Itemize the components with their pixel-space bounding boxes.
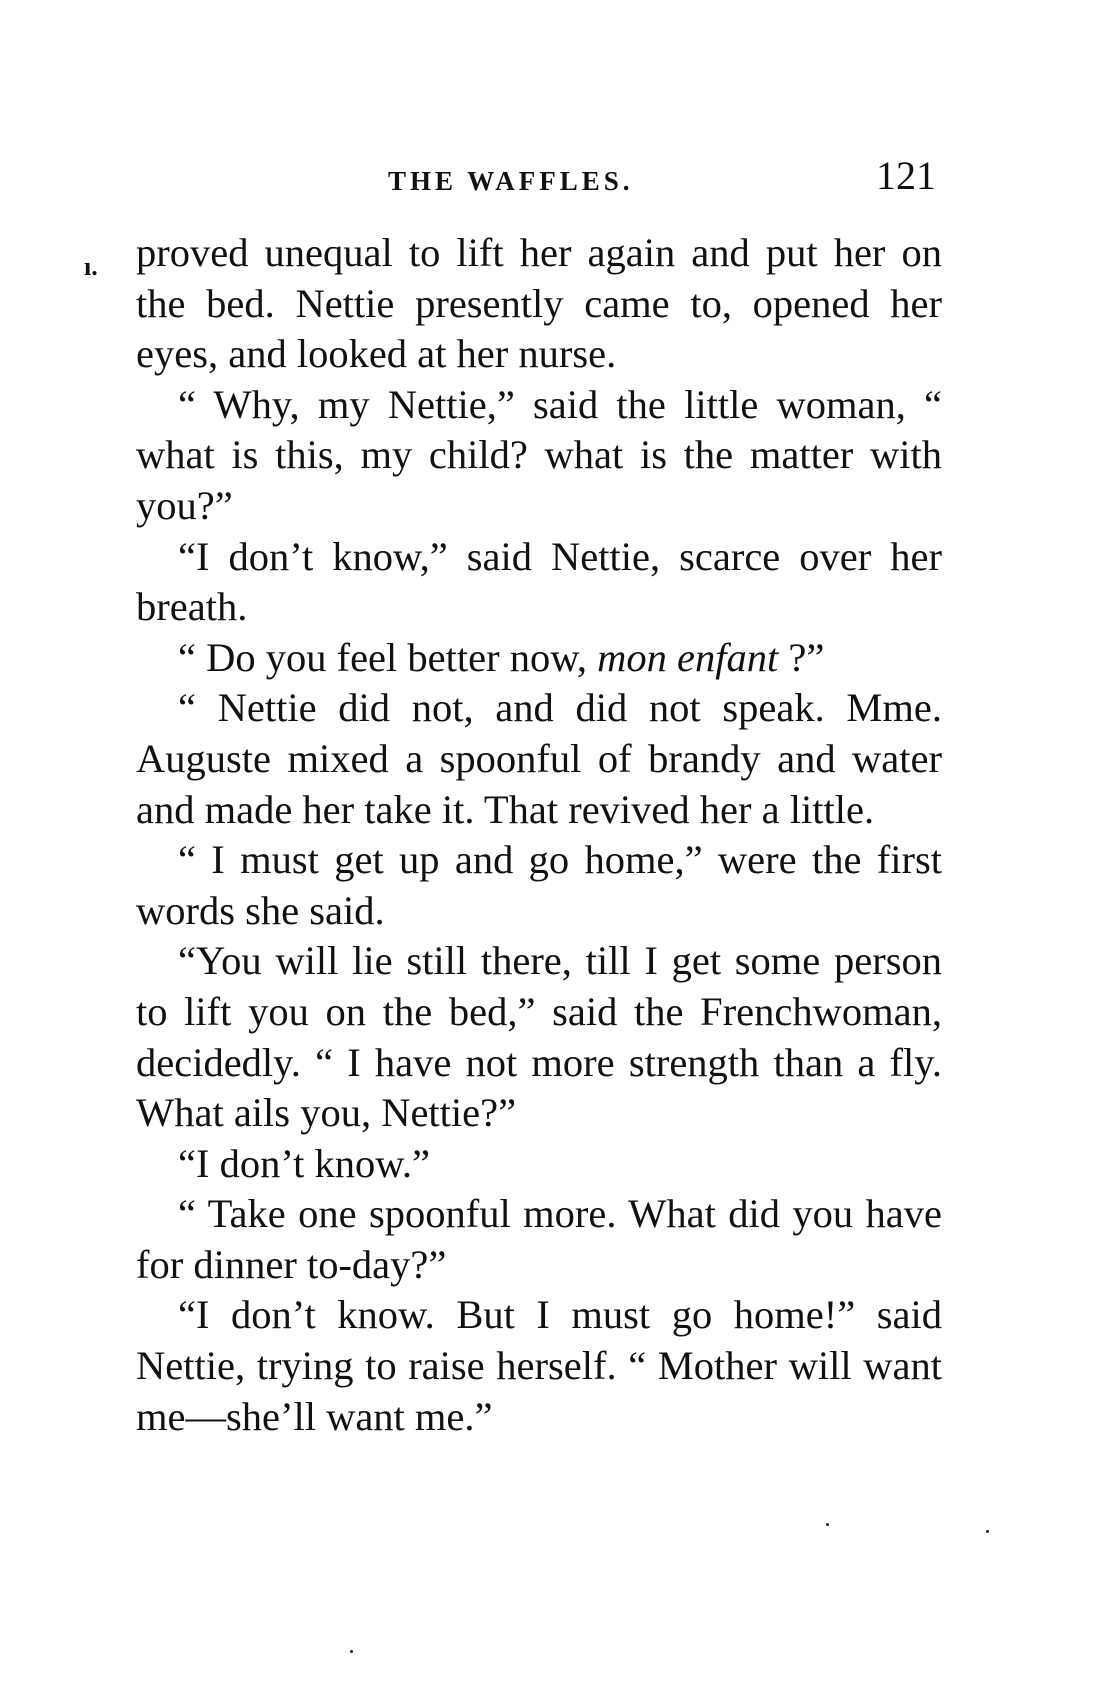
body-text [136,228,942,1442]
paragraph: “ I must get up and go home,” were the first words she said. [136,837,942,933]
running-head [128,152,950,204]
paragraph: “You will lie still there, till I get some person to lift you on the bed,” said the Frenchwoman, decidedly. “ I have not more strength than a fly. What ails you, Nettie?” [136,938,942,1136]
running-title: THE WAFFLES. [388,166,634,196]
paragraph: “ Why, my Nettie,” said the little woman, “ what is this, my child? what is the matter with you?” [136,381,942,528]
italic-phrase: mon enfant [597,634,779,680]
margin-mark: ı. [84,252,98,281]
paragraph-text: ?” [778,634,825,680]
page-number: 121 [876,153,936,198]
print-speck [986,1530,989,1533]
paragraph: “ Take one spoonful more. What did you have for dinner to-day?” [136,1191,942,1287]
paragraph: “ Nettie did not, and did not speak. Mme. Auguste mixed a spoonful of brandy and water and made her take it. That revived her a little. [136,685,942,832]
print-speck [350,1650,353,1653]
print-speck [826,1523,829,1526]
paragraph-text: “ Do you feel better now, [178,634,598,680]
paragraph: “I don’t know. But I must go home!” said Nettie, trying to raise herself. “ Mother will want me—she’ll want me.” [136,1292,942,1439]
paragraph: proved unequal to lift her again and put her on the bed. Nettie presently came to, opened her eyes, and looked at her nurse. [136,230,942,377]
paragraph: “I don’t know,” said Nettie, scarce over her breath. [136,533,942,630]
paragraph [136,633,942,684]
paragraph: “I don’t know.” [178,1140,430,1186]
